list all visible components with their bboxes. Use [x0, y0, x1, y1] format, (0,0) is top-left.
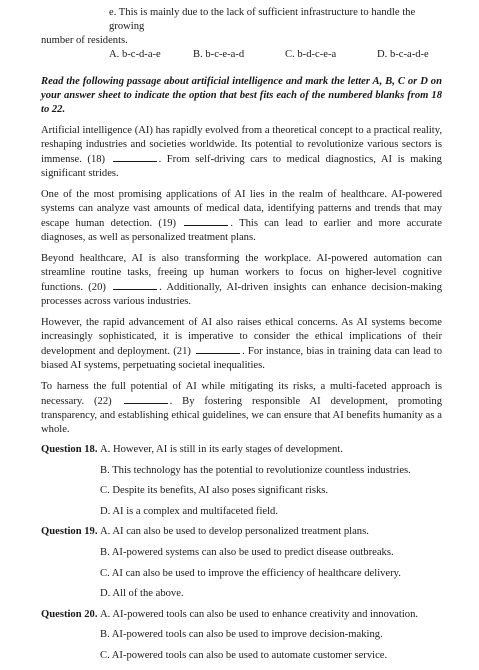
paragraph-text: . For instance, bias in training data can lead to biased AI systems, perpetuating societal inequalities. [41, 346, 442, 371]
answer-option-c[interactable]: C. AI can also be used to improve the efficiency of healthcare delivery. [100, 567, 401, 579]
paragraph-text: One of the most promising applications of AI lies in the realm of healthcare. AI-powered systems can analyze vast amounts of medical data, identifying patterns and trends that may escape human detection. (19) [41, 189, 442, 229]
passage-paragraph [41, 380, 442, 437]
fragment-option-a[interactable]: A. b-c-d-a-e [109, 49, 161, 60]
paragraph-text: Artificial intelligence (AI) has rapidly evolved from a theoretical concept to a practical reality, reshaping industries and societies worldwide. Its potential to revolutionize various sectors is immense. (18) [41, 125, 442, 165]
answer-option-d[interactable]: D. AI is a complex and multifaceted field. [100, 505, 278, 517]
answer-option-a[interactable]: A. AI can also be used to develop personalized treatment plans. [100, 526, 369, 538]
answer-option-b[interactable]: B. This technology has the potential to revolutionize countless industries. [100, 464, 411, 476]
passage-paragraph [41, 188, 442, 245]
blank-19 [184, 216, 228, 226]
answer-option-c[interactable]: C. Despite its benefits, AI also poses significant risks. [100, 485, 329, 497]
paragraph-text: . By fostering responsible AI development, promoting transparency, and establishing ethical guidelines, we can ensure that AI benefits humanity as a whole. [41, 396, 442, 435]
paragraph-text: . Additionally, AI-driven insights can enhance decision-making processes across various industries. [41, 282, 442, 307]
blank-20 [113, 280, 157, 290]
passage-paragraph [41, 252, 442, 309]
fragment-option-d[interactable]: D. b-c-a-d-e [377, 49, 429, 60]
question-label: Question 20. [41, 608, 98, 620]
blank-18 [113, 152, 157, 162]
question-label: Question 19. [41, 526, 98, 538]
question-18 [41, 443, 442, 525]
passage-paragraph [41, 124, 442, 181]
answer-option-b[interactable]: B. AI-powered tools can also be used to improve decision-making. [100, 629, 383, 641]
previous-question-fragment [41, 6, 442, 62]
fragment-line: e. This is mainly due to the lack of sufficient infrastructure to handle the growing [109, 7, 416, 32]
fragment-option-c[interactable]: C. b-d-c-e-a [285, 49, 337, 60]
answer-option-a[interactable]: A. However, AI is still in its early stages of development. [100, 444, 343, 455]
fragment-options [41, 48, 442, 62]
answer-option-c[interactable]: C. AI-powered tools can also be used to automate customer service. [100, 649, 388, 661]
blank-21 [196, 344, 240, 354]
paragraph-text: However, the rapid advancement of AI also raises ethical concerns. As AI systems become increasingly sophisticated, it is imperative to consider the ethical implications of their development and deployment. (21) [41, 317, 442, 357]
fragment-line: number of residents. [41, 35, 128, 46]
answer-option-b[interactable]: B. AI-powered systems can also be used to predict disease outbreaks. [100, 546, 394, 558]
paragraph-text: Beyond healthcare, AI is also transforming the workplace. AI-powered automation can streamline routine tasks, freeing up human workers to focus on higher-level cognitive functions. (20) [41, 253, 442, 293]
blank-22 [124, 394, 168, 404]
paragraph-text: To harness the full potential of AI while mitigating its risks, a multi-faceted approach is necessary. (22) [41, 381, 442, 407]
answer-option-d[interactable]: D. All of the above. [100, 588, 184, 600]
paragraph-text: . This can lead to earlier and more accurate diagnoses, as well as personalized treatment plans. [41, 218, 442, 243]
fragment-option-b[interactable]: B. b-c-e-a-d [193, 49, 245, 60]
instruction: Read the following passage about artificial intelligence and mark the letter A, B, C or D on your answer sheet to indicate the option that best fits each of the numbered blanks from 18 to 22. [41, 76, 442, 115]
answer-option-a[interactable]: A. AI-powered tools can also be used to enhance creativity and innovation. [100, 608, 419, 620]
question-label: Question 18. [41, 444, 98, 455]
question-19 [41, 525, 442, 607]
paragraph-text: . From self-driving cars to medical diagnostics, AI is making significant strides. [41, 154, 442, 179]
question-20 [41, 608, 442, 670]
passage-paragraph [41, 316, 442, 373]
